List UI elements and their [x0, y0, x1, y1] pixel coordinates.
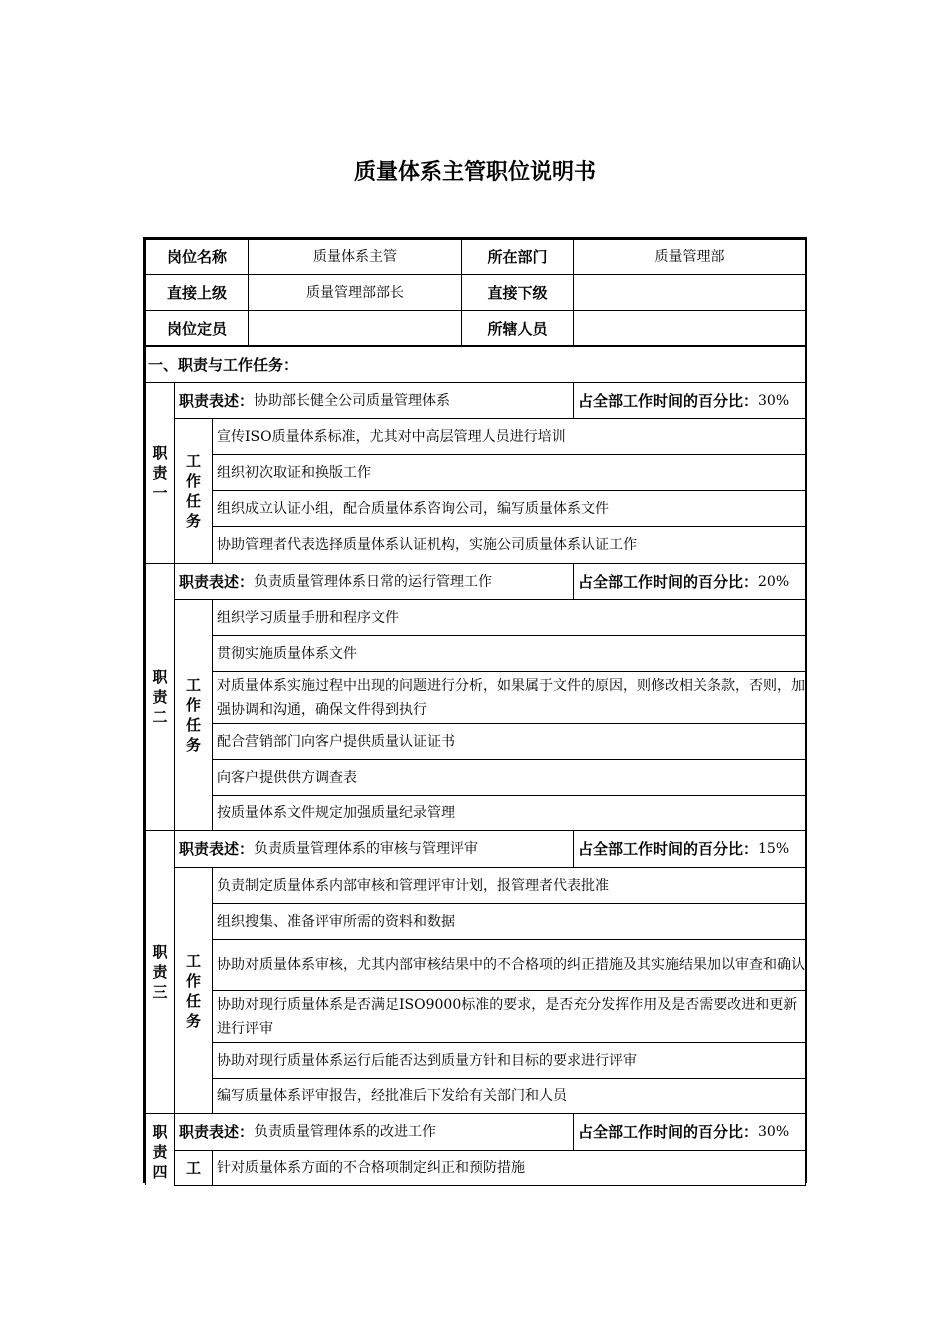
- duty-3-task-4: 协助对现行质量体系是否满足ISO9000标准的要求，是否充分发挥作用及是否需要改进和更新进行评审: [212, 990, 806, 1043]
- duty-4-label: [145, 1113, 175, 1185]
- duty-statement-label: 职责表述：: [179, 391, 255, 410]
- duty-2-task-2: 贯彻实施质量体系文件: [212, 635, 806, 672]
- duty-2-task-4: 配合营销部门向客户提供质量认证证书: [212, 723, 806, 760]
- duty-3-task-1: 负责制定质量体系内部审核和管理评审计划，报管理者代表批准: [212, 867, 806, 904]
- duty-3-statement: [174, 830, 574, 868]
- department-value: 质量管理部: [573, 239, 806, 275]
- position-name-value: 质量体系主管: [248, 239, 462, 275]
- duty-1-label: [145, 382, 175, 564]
- percent-label: 占全部工作时间的百分比：: [578, 572, 759, 591]
- duty-3-task-2: 组织搜集、准备评审所需的资料和数据: [212, 903, 806, 940]
- duty-1-percent-value: 30%: [758, 392, 790, 409]
- duty-3-tasks-label: [174, 867, 213, 1114]
- duty-3-label: [145, 830, 175, 1114]
- duty-3-task-3: 协助对质量体系审核，尤其内部审核结果中的不合格项的纠正措施及其实施结果加以审查和确认: [212, 939, 806, 991]
- duty-1-tasks-label-text: 工作任务: [185, 452, 201, 530]
- duty-2-statement: [174, 563, 574, 600]
- duty-2-task-1: 组织学习质量手册和程序文件: [212, 599, 806, 636]
- duty-2-percent-value: 20%: [758, 573, 790, 590]
- duty-3-task-6: 编写质量体系评审报告，经批准后下发给有关部门和人员: [212, 1078, 806, 1114]
- duty-4-percent: [573, 1113, 806, 1151]
- percent-label: 占全部工作时间的百分比：: [578, 391, 759, 410]
- duty-2-tasks-label-text: 工作任务: [185, 676, 201, 754]
- duty-2-tasks-label: [174, 599, 213, 831]
- staff-value: [573, 310, 806, 347]
- department-label: 所在部门: [461, 239, 574, 275]
- duty-statement-label: 职责表述：: [179, 572, 255, 591]
- duty-1-task-2: 组织初次取证和换版工作: [212, 454, 806, 491]
- headcount-value: [248, 310, 462, 347]
- duty-1-label-text: 职责一: [152, 444, 168, 502]
- duty-1-task-3: 组织成立认证小组，配合质量体系咨询公司，编写质量体系文件: [212, 490, 806, 527]
- duty-1-task-4: 协助管理者代表选择质量体系认证机构，实施公司质量体系认证工作: [212, 526, 806, 564]
- duty-2-task-3: 对质量体系实施过程中出现的问题进行分析，如果属于文件的原因，则修改相关条款，否则，加强协调和沟通，确保文件得到执行: [212, 671, 806, 724]
- position-name-label: 岗位名称: [145, 239, 249, 275]
- staff-label: 所辖人员: [461, 310, 574, 347]
- duty-4-statement: [174, 1113, 574, 1151]
- superior-value: 质量管理部部长: [248, 274, 462, 311]
- duty-1-statement: [174, 382, 574, 419]
- subordinate-label: 直接下级: [461, 274, 574, 311]
- duty-2-statement-text: 负责质量管理体系日常的运行管理工作: [254, 573, 493, 590]
- duty-2-label-text: 职责二: [152, 668, 168, 726]
- headcount-label: 岗位定员: [145, 310, 249, 347]
- duty-3-percent: [573, 830, 806, 868]
- duty-1-tasks-label: [174, 418, 213, 564]
- duty-statement-label: 职责表述：: [179, 840, 255, 858]
- duty-2-task-6: 按质量体系文件规定加强质量纪录管理: [212, 795, 806, 831]
- duty-3-statement-text: 负责质量管理体系的审核与管理评审: [254, 841, 479, 857]
- duty-2-label: [145, 563, 175, 831]
- page-title: 质量体系主管职位说明书: [353, 160, 596, 185]
- duty-4-percent-value: 30%: [758, 1124, 790, 1140]
- percent-label: 占全部工作时间的百分比：: [578, 1123, 759, 1141]
- duty-4-label-text: 职责四: [152, 1123, 168, 1181]
- duty-3-task-5: 协助对现行质量体系运行后能否达到质量方针和目标的要求进行评审: [212, 1042, 806, 1079]
- duty-statement-label: 职责表述：: [179, 1123, 255, 1141]
- duty-2-task-5: 向客户提供供方调查表: [212, 759, 806, 796]
- percent-label: 占全部工作时间的百分比：: [578, 840, 759, 858]
- duty-4-task-1: 针对质量体系方面的不合格项制定纠正和预防措施: [212, 1150, 806, 1186]
- duty-3-tasks-label-text: 工作任务: [185, 951, 201, 1030]
- duty-1-percent: [573, 382, 806, 419]
- subordinate-value: [573, 274, 806, 311]
- section-title-duties: 一、职责与工作任务：: [145, 346, 806, 383]
- duty-4-statement-text: 负责质量管理体系的改进工作: [254, 1124, 437, 1140]
- duty-3-percent-value: 15%: [758, 841, 790, 857]
- duty-4-tasks-label: 工: [174, 1150, 213, 1186]
- duty-1-task-1: 宣传ISO质量体系标准，尤其对中高层管理人员进行培训: [212, 418, 806, 455]
- duty-2-percent: [573, 563, 806, 600]
- superior-label: 直接上级: [145, 274, 249, 311]
- duty-3-label-text: 职责三: [152, 943, 168, 1001]
- duty-1-statement-text: 协助部长健全公司质量管理体系: [254, 392, 451, 409]
